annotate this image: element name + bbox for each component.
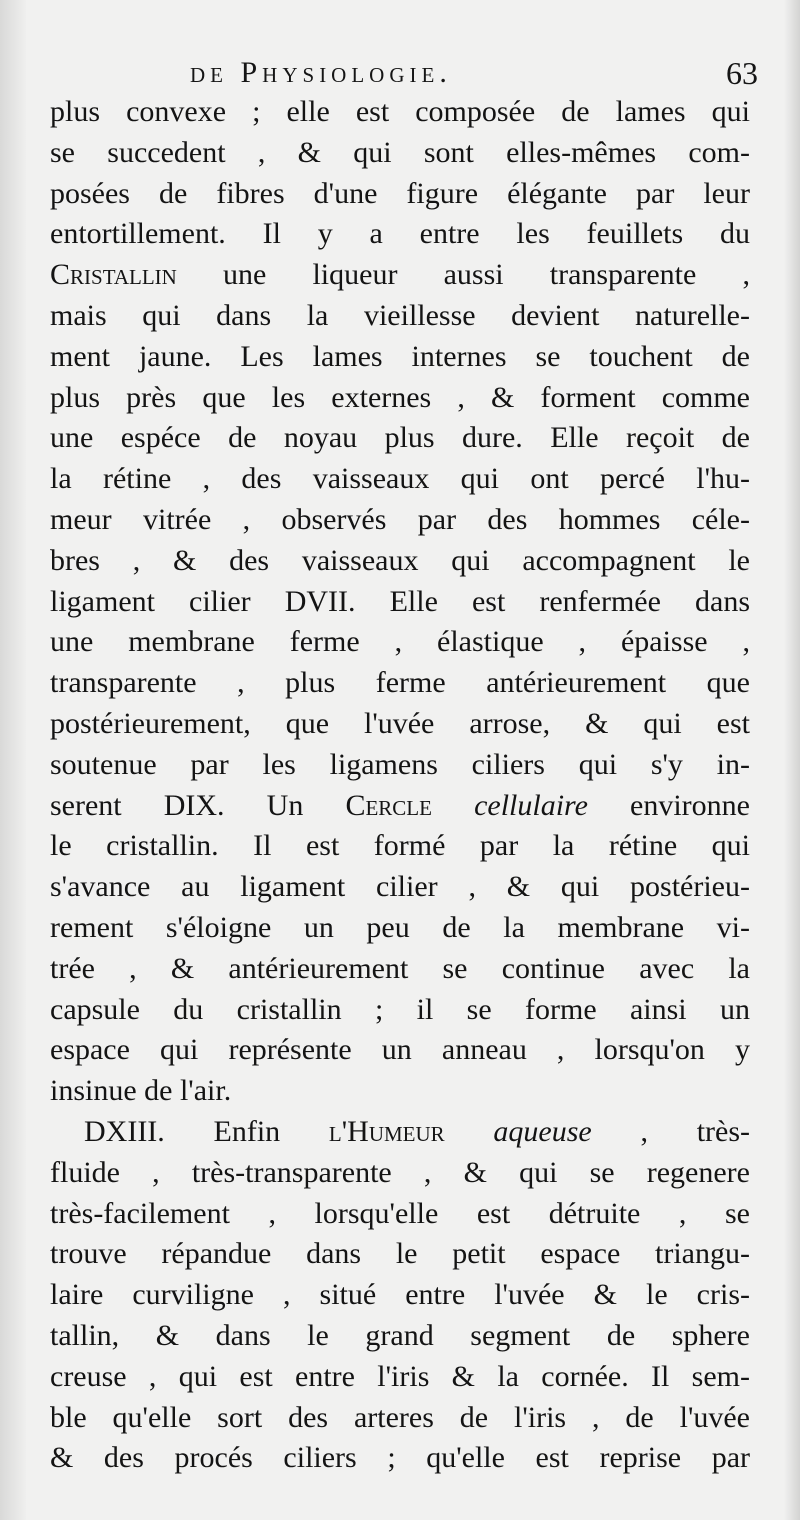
paragraph-first-line <box>50 1112 750 1153</box>
text-line: laire curviligne , situé entre l'uvée & le cris- <box>50 1278 750 1312</box>
text-run: environne <box>587 788 750 822</box>
text-run: DXIII. Enfin <box>84 1114 329 1148</box>
page-number: 63 <box>726 55 758 91</box>
text-line: bres , & des vaisseaux qui accompagnent le <box>50 543 750 577</box>
text-line <box>50 786 750 827</box>
text-line: meur vitrée , observés par des hommes céle- <box>50 502 750 536</box>
text-line: creuse , qui est entre l'iris & la cornée. Il sem- <box>50 1359 750 1393</box>
text-line: capsule du cristallin ; il se forme ainsi un <box>50 992 750 1026</box>
text-line: plus près que les externes , & forment comme <box>50 380 750 414</box>
text-line: fluide , très-transparente , & qui se regenere <box>50 1155 750 1189</box>
text-line: trouve répandue dans le petit espace triangu- <box>50 1237 750 1271</box>
text-line: très-facilement , lorsqu'elle est détruite , se <box>50 1196 750 1230</box>
italic-term: cellulaire <box>474 788 588 822</box>
text-line: ligament cilier DVII. Elle est renfermée dans <box>50 584 750 618</box>
text-line: soutenue par les ligamens ciliers qui s'y in- <box>50 747 750 781</box>
text-line: entortillement. Il y a entre les feuillets du <box>50 217 750 251</box>
text-line: s'avance au ligament cilier , & qui postérieu- <box>50 870 750 904</box>
page-header <box>52 50 762 96</box>
text-line: transparente , plus ferme antérieurement que <box>50 666 750 700</box>
page-right-edge-shadow <box>784 0 800 1520</box>
text-line: trée , & antérieurement se continue avec la <box>50 951 750 985</box>
text-run: , très- <box>591 1114 750 1148</box>
text-line <box>50 255 750 296</box>
running-title: de Physiologie. <box>190 56 452 89</box>
text-line: espace qui représente un anneau , lorsqu'on y <box>50 1033 750 1067</box>
text-line: tallin, & dans le grand segment de sphere <box>50 1318 750 1352</box>
text-line: une espéce de noyau plus dure. Elle reçoit de <box>50 421 750 455</box>
text-line: la rétine , des vaisseaux qui ont percé l'hu- <box>50 462 750 496</box>
text-line: une membrane ferme , élastique , épaisse , <box>50 625 750 659</box>
text-run: une liqueur aussi transparente , <box>176 258 750 292</box>
small-caps-term: l'Humeur <box>328 1114 445 1148</box>
text-line: posées de fibres d'une figure élégante par leur <box>50 176 750 210</box>
italic-term: aqueuse <box>493 1114 592 1148</box>
body-text <box>50 92 750 1479</box>
text-line: postérieurement, que l'uvée arrose, & qui est <box>50 706 750 740</box>
text-line: le cristallin. Il est formé par la rétine qui <box>50 829 750 863</box>
small-caps-term: Cercle <box>345 788 432 822</box>
text-line: rement s'éloigne un peu de la membrane vi- <box>50 910 750 944</box>
small-caps-term: Cristallin <box>50 258 177 292</box>
text-run: serent DIX. Un <box>50 788 346 822</box>
text-line: insinue de l'air. <box>50 1074 232 1108</box>
text-line: mais qui dans la vieillesse devient naturelle- <box>50 298 750 332</box>
text-line: ment jaune. Les lames internes se touchent de <box>50 339 750 373</box>
text-line: se succedent , & qui sont elles-mêmes com- <box>50 135 750 169</box>
page-left-edge-shadow <box>0 0 26 1520</box>
text-line: ble qu'elle sort des arteres de l'iris , de l'uvée <box>50 1400 750 1434</box>
text-line: & des procés ciliers ; qu'elle est reprise par <box>50 1441 750 1475</box>
text-line: plus convexe ; elle est composée de lames qui <box>50 95 750 128</box>
